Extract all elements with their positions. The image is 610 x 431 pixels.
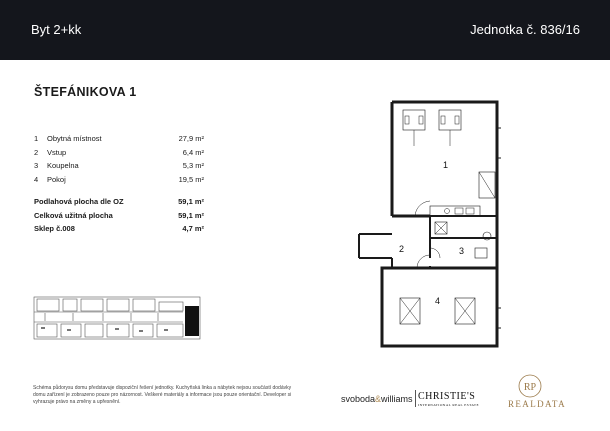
summary-value: 4,7 m²	[182, 224, 204, 233]
room-row	[34, 161, 204, 175]
summary-label: Sklep č.008	[34, 224, 75, 233]
room-name: Pokoj	[47, 174, 66, 184]
summary-row	[34, 197, 204, 211]
room-number: 1	[34, 134, 39, 143]
disclaimer-text: Schéma půdorysu domu představuje dispoziční řešení jednotky. Kuchyňská linka a nábytek nejsou součástí dodávky domu zařízení je zobrazeno pouze pro názornost. Veškeré materiály a informace jsou pouze orientační. Developer si vyhrazuje právo na změny a upřesnění.	[33, 385, 292, 405]
realdata-emblem-letters: RP	[523, 382, 537, 393]
realdata-logo-text: REALDATA	[508, 399, 566, 409]
unit-type-title: Byt 2+kk	[31, 22, 82, 37]
realdata-emblem-icon	[518, 374, 542, 398]
room-name: Koupelna	[47, 161, 79, 170]
unit-number-title: Jednotka č. 836/16	[470, 22, 580, 37]
room-name: Vstup	[47, 147, 67, 157]
summary-label: Podlahová plocha dle OZ	[34, 197, 124, 206]
summary-row	[34, 224, 204, 238]
summary-value: 59,1 m²	[178, 197, 204, 206]
summary-label: Celková užitná plocha	[34, 210, 113, 220]
room-area: 5,3 m²	[182, 161, 204, 170]
room-row	[34, 175, 204, 189]
street-title: ŠTEFÁNIKOVA 1	[34, 85, 137, 99]
christies-logo	[418, 391, 479, 407]
area-summary	[34, 197, 204, 238]
room-row	[34, 148, 204, 162]
room-area: 27,9 m²	[178, 134, 204, 143]
summary-value: 59,1 m²	[178, 210, 204, 220]
room-number: 4	[34, 174, 39, 184]
room-row	[34, 134, 204, 148]
room-number: 2	[34, 147, 39, 157]
room-list	[34, 134, 204, 188]
ampersand-text: &	[375, 394, 382, 404]
building-key-plan	[33, 296, 201, 340]
williams-text: williams	[381, 394, 413, 404]
room-area: 19,5 m²	[178, 174, 204, 184]
highlighted-unit-marker	[185, 306, 199, 336]
svoboda-williams-logo	[341, 394, 413, 404]
room-area: 6,4 m²	[182, 147, 204, 157]
floor-plan	[355, 88, 505, 356]
christies-text: CHRISTIE'S	[418, 391, 476, 402]
room-1-label: 1	[443, 160, 449, 170]
brand-divider	[415, 390, 416, 407]
christies-subtitle: INTERNATIONAL REAL ESTATE	[418, 403, 479, 407]
room-name: Obytná místnost	[47, 134, 102, 143]
room-3-label: 3	[459, 246, 465, 256]
room-number: 3	[34, 161, 39, 170]
summary-row	[34, 211, 204, 225]
room-4-label: 4	[435, 296, 441, 306]
room-2-label: 2	[399, 244, 405, 254]
svoboda-text: svoboda	[341, 394, 376, 404]
header-bar	[0, 0, 610, 60]
